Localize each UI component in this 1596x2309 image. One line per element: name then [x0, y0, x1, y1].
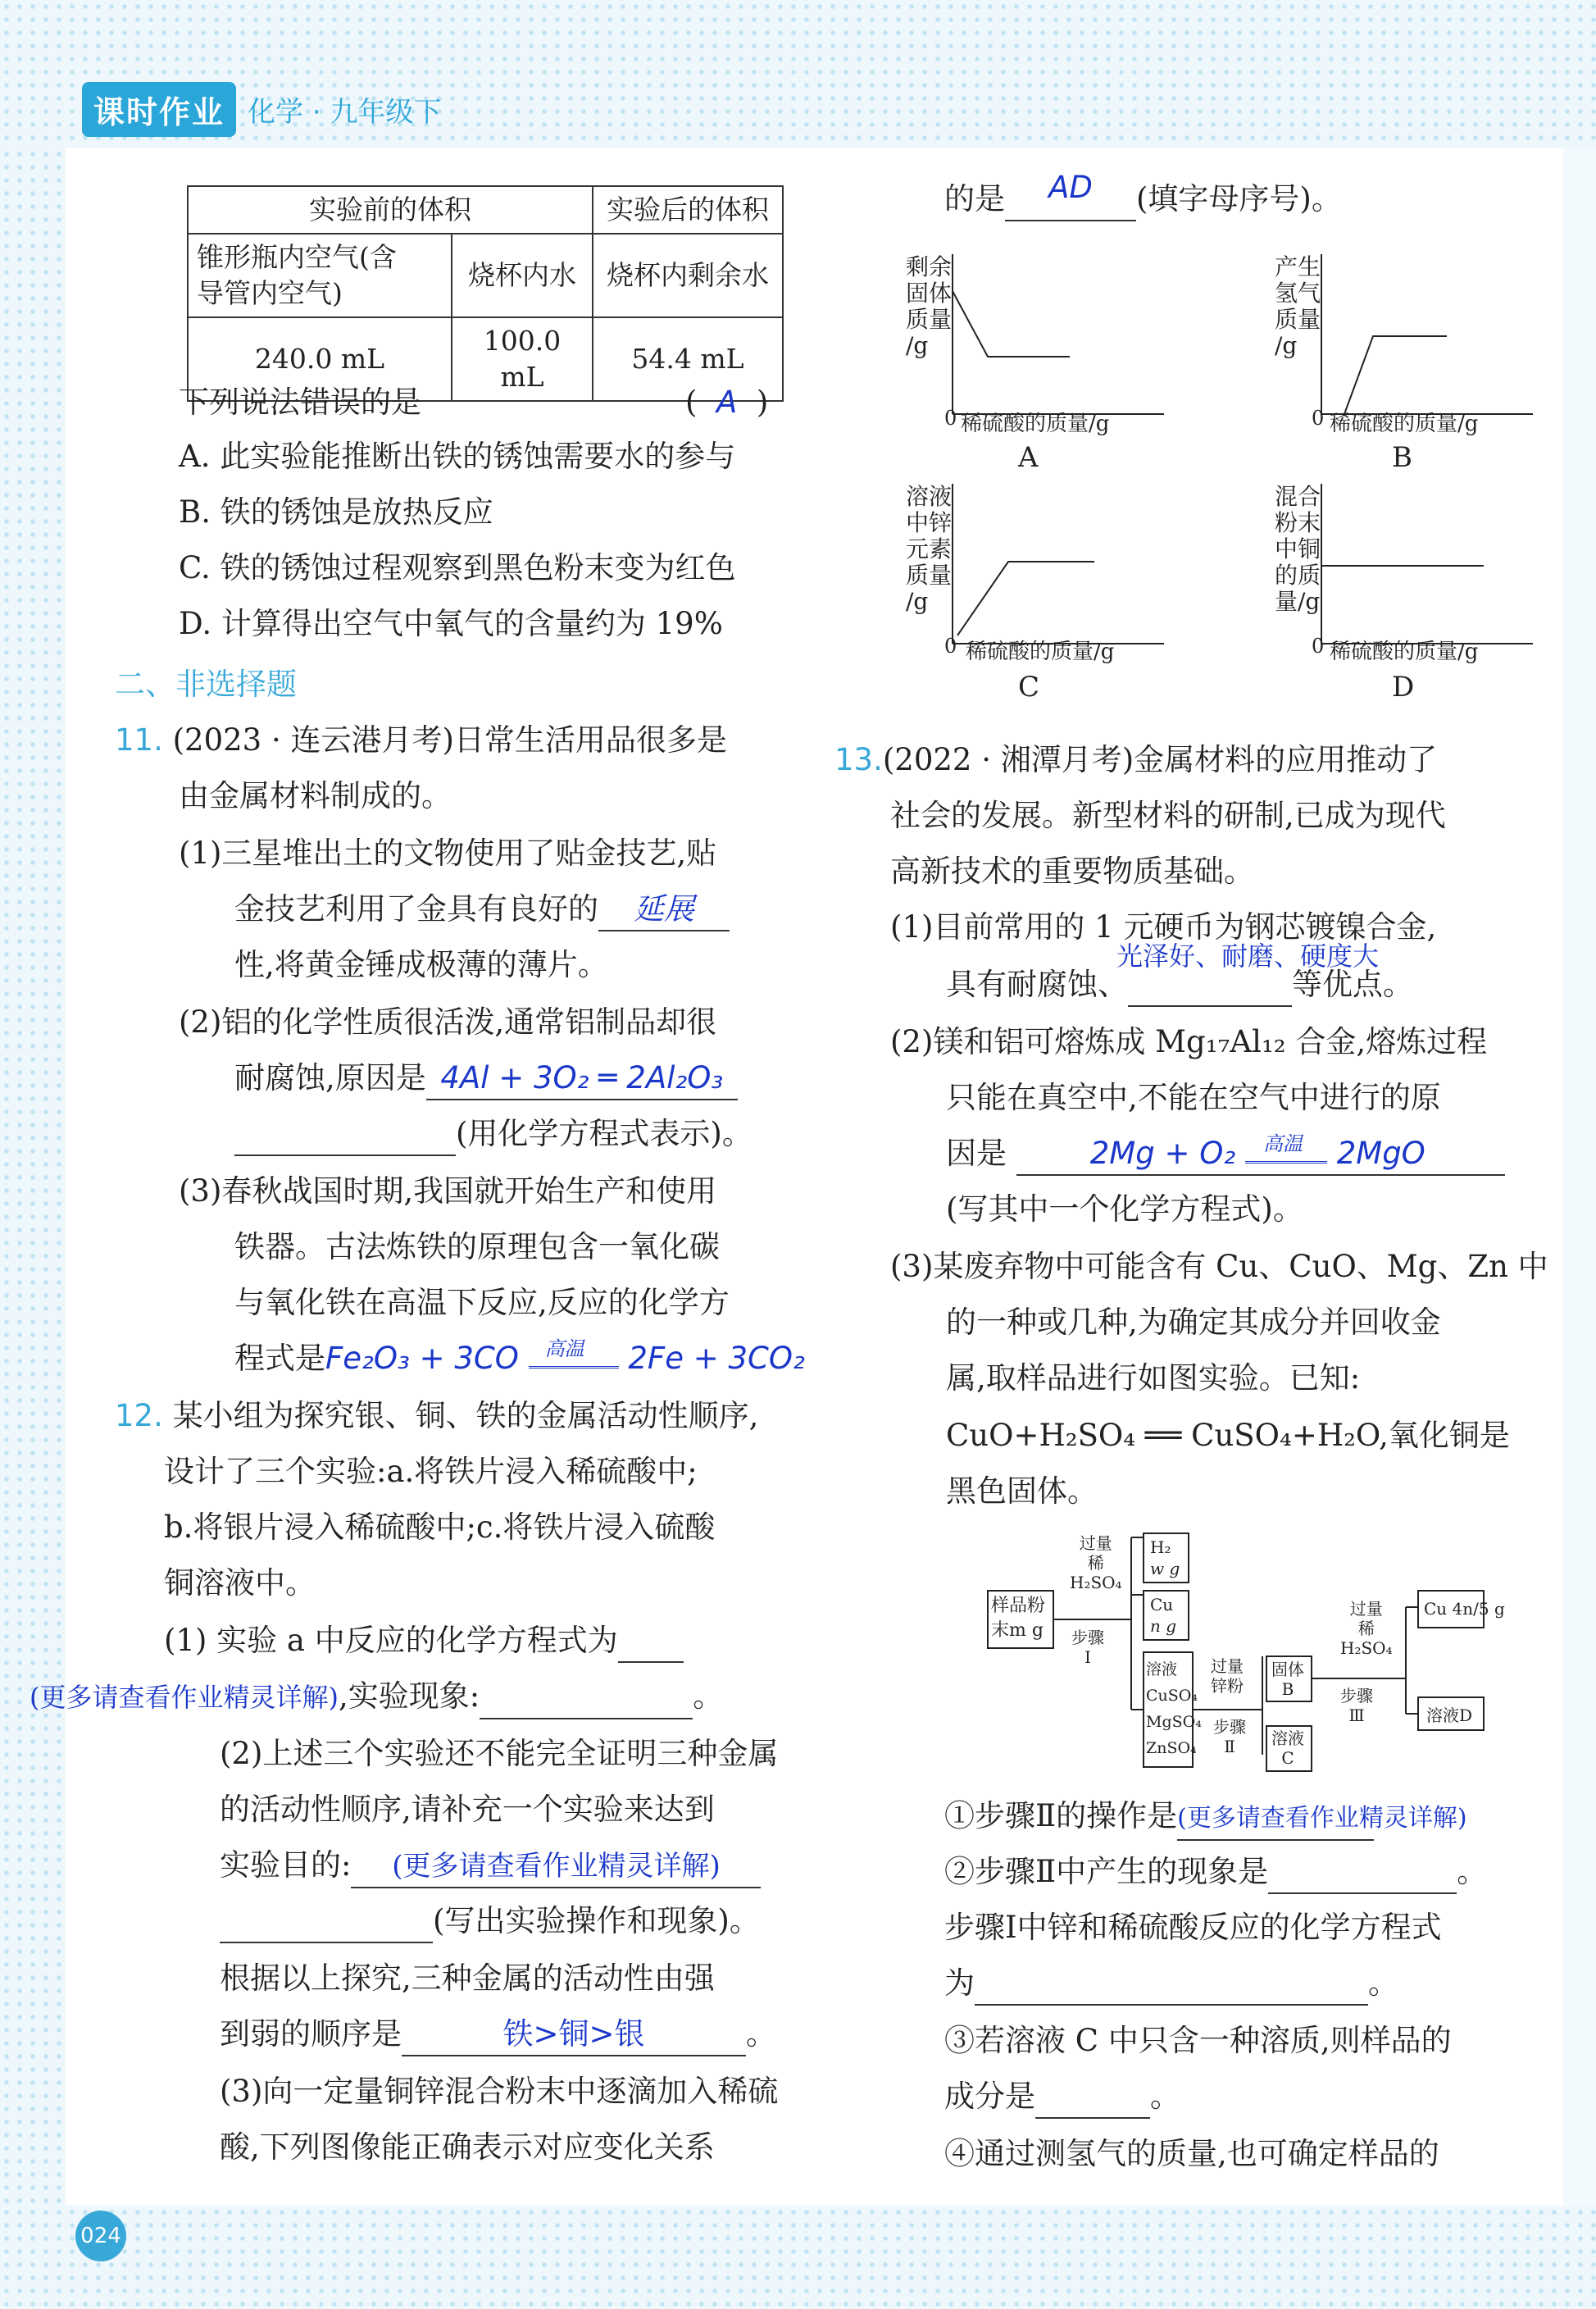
flow-sample: 样品粉 末m g — [991, 1596, 1046, 1641]
q12-line2: 设计了三个实验:a.将铁片浸入稀硫酸中; — [164, 1454, 698, 1489]
q11-p2-answer: 4Al + 3O₂ ═ 2Al₂O₃ — [440, 1060, 724, 1095]
table-head-after: 实验后的体积 — [593, 186, 783, 234]
graph-c-line — [957, 562, 1094, 635]
graph-a-label: A — [1018, 441, 1039, 474]
q13-p3e: 黑色固体。 — [946, 1473, 1098, 1509]
q13-line2: 社会的发展。新型材料的研制,已成为现代 — [890, 798, 1446, 833]
q13-p2b: 只能在真空中,不能在空气中进行的原 — [946, 1080, 1441, 1115]
q13-s2c: 为 。 — [944, 1963, 1398, 2006]
graph-a-xlabel: 稀硫酸的质量/g — [961, 412, 1110, 436]
q13-p1a: (1)目前常用的 1 元硬币为钢芯镀镍合金, — [890, 909, 1437, 945]
graph-c-origin: 0 — [944, 635, 957, 658]
graph-a-line — [953, 291, 1070, 357]
q12-p3-answer: AD — [1048, 170, 1093, 205]
header-subtitle: 化学 · 九年级下 — [248, 96, 442, 129]
q11-p3c: 与氧化铁在高温下反应,反应的化学方 — [234, 1285, 730, 1320]
table-cell-remaining: 烧杯内剩余水 — [593, 234, 783, 317]
q12-line3: b.将银片浸入稀硫酸中;c.将铁片浸入硫酸 — [164, 1510, 716, 1545]
flow-step2: 步骤 Ⅱ — [1213, 1717, 1246, 1756]
flow-cu: Cu n g — [1150, 1595, 1177, 1636]
q12-p2-answer2: 铁>铜>银 — [502, 2016, 645, 2052]
q10-option-c: C. 铁的锈蚀过程观察到黑色粉末变为红色 — [179, 550, 736, 585]
experiment-table — [187, 185, 784, 402]
q13-p2c: 因是 2Mg + O₂ 高温 2MgO — [946, 1133, 1505, 1176]
right-margin — [1563, 148, 1596, 2206]
q13-p2-answer: 2Mg + O₂ — [1089, 1136, 1236, 1171]
page-header — [82, 82, 441, 137]
q12-p2e: 根据以上探究,三种金属的活动性由强 — [220, 1961, 715, 1996]
q11-p1b: 金技艺利用了金具有良好的 延展 — [234, 889, 730, 931]
q12-p2-answer: (更多请查看作业精灵详解) — [392, 1850, 721, 1883]
flow-step1: 步骤 Ⅰ — [1071, 1628, 1104, 1667]
q12-p2d: (写出实验操作和现象)。 — [220, 1901, 760, 1943]
q11-line1: 11. (2023 · 连云港月考)日常生活用品很多是 — [115, 722, 727, 758]
q13-p2d: (写其中一个化学方程式)。 — [946, 1191, 1303, 1227]
q12-p1a: (1) 实验 a 中反应的化学方程式为 — [164, 1620, 684, 1663]
q12-line1: 12. 某小组为探究银、铜、铁的金属活动性顺序, — [115, 1398, 759, 1433]
q13-s2b: 步骤Ⅰ中锌和稀硫酸反应的化学方程式 — [944, 1910, 1442, 1945]
q11-p1c: 性,将黄金锤成极薄的薄片。 — [234, 947, 608, 982]
q11-p2c: (用化学方程式表示)。 — [234, 1114, 753, 1156]
q12-p2b: 的活动性顺序,请补充一个实验来达到 — [220, 1792, 715, 1827]
graph-a-origin: 0 — [944, 407, 957, 430]
footer-dot-band — [0, 2206, 1596, 2309]
q12-p3a: (3)向一定量铜锌混合粉末中逐滴加入稀硫 — [220, 2074, 779, 2109]
q13-p1-answer: 光泽好、耐磨、硬度大 — [1116, 940, 1380, 972]
q13-s1: ①步骤Ⅱ的操作是(更多请查看作业精灵详解) — [944, 1796, 1374, 1841]
flow-solid-b: 固体 B — [1271, 1660, 1304, 1699]
graph-b-line — [1344, 336, 1447, 414]
q12-p3b: 酸,下列图像能正确表示对应变化关系 — [220, 2129, 715, 2165]
flow-acid2: 过量 稀 H₂SO₄ — [1340, 1599, 1393, 1658]
brand-logo: 课时作业 — [82, 82, 236, 137]
q13-s1-answer: (更多请查看作业精灵详解) — [1177, 1804, 1467, 1833]
flow-step3: 步骤 Ⅲ — [1340, 1686, 1373, 1725]
q10-option-d: D. 计算得出空气中氧气的含量约为 19% — [179, 606, 723, 641]
q13-p3a: (3)某废弃物中可能含有 Cu、CuO、Mg、Zn 中 — [890, 1249, 1548, 1284]
q12-p2f: 到弱的顺序是 铁>铜>银 。 — [220, 2014, 776, 2056]
section-heading: 二、非选择题 — [115, 667, 297, 702]
flow-solution-d: 溶液D — [1426, 1706, 1473, 1725]
graph-d-origin: 0 — [1312, 635, 1325, 658]
flow-acid1: 过量 稀 H₂SO₄ — [1070, 1533, 1122, 1592]
graph-c-label: C — [1018, 671, 1040, 704]
q10-answer: A — [716, 385, 738, 420]
q11-p3b: 铁器。古法炼铁的原理包含一氧化碳 — [234, 1229, 720, 1264]
graph-b-label: B — [1392, 441, 1412, 474]
q13-line1: 13.(2022 · 湘潭月考)金属材料的应用推动了 — [834, 742, 1438, 777]
graph-a-ylabel: 剩余 固体 质量 /g — [906, 253, 953, 359]
flow-cu-final: Cu 4n/5 g — [1424, 1599, 1505, 1619]
table-value-air: 240.0 mL — [188, 317, 452, 401]
q13-p1b: 具有耐腐蚀、 等优点。 — [946, 964, 1413, 1007]
table-head-before: 实验前的体积 — [188, 186, 593, 234]
graph-d-ylabel: 混合 粉末 中铜 的质 量/g — [1275, 483, 1321, 615]
q11-p2a: (2)铝的化学性质很活泼,通常铝制品却很 — [179, 1004, 717, 1040]
q11-p3a: (3)春秋战国时期,我国就开始生产和使用 — [179, 1173, 717, 1209]
q10-option-a: A. 此实验能推断出铁的锈蚀需要水的参与 — [179, 439, 736, 474]
graph-c-ylabel: 溶液 中锌 元素 质量 /g — [906, 483, 953, 615]
q10-option-b: B. 铁的锈蚀是放热反应 — [179, 494, 493, 530]
q13-p3b: 的一种或几种,为确定其成分并回收金 — [946, 1305, 1441, 1340]
graph-b-origin: 0 — [1312, 407, 1325, 430]
q11-p1a: (1)三星堆出土的文物使用了贴金技艺,贴 — [179, 836, 717, 871]
graph-c-xlabel: 稀硫酸的质量/g — [966, 640, 1115, 664]
flow-solution: 溶液 CuSO₄ MgSO₄ ZnSO₄ — [1146, 1660, 1202, 1757]
q12-p2a: (2)上述三个实验还不能完全证明三种金属 — [220, 1736, 779, 1771]
process-flow-diagram — [980, 1525, 1553, 1788]
q13-p2a: (2)镁和铝可熔炼成 Mg₁₇Al₁₂ 合金,熔炼过程 — [890, 1024, 1488, 1059]
q12-p1-answer: (更多请查看作业精灵详解) — [30, 1682, 339, 1713]
left-dot-band — [0, 148, 66, 2309]
q11-p3d: 程式是Fe₂O₃ + 3CO 高温 2Fe + 3CO₂ — [234, 1337, 805, 1376]
graph-d-label: D — [1392, 671, 1415, 704]
q11-line2: 由金属材料制成的。 — [179, 778, 452, 813]
q13-line3: 高新技术的重要物质基础。 — [890, 854, 1254, 889]
table-value-remaining: 54.4 mL — [593, 317, 783, 401]
q11-p2b: 耐腐蚀,原因是 4Al + 3O₂ ═ 2Al₂O₃ — [234, 1058, 738, 1100]
q12-p1b: (更多请查看作业精灵详解),实验现象: 。 — [30, 1676, 723, 1719]
page-number: 024 — [75, 2211, 126, 2261]
q13-s2a: ②步骤Ⅱ中产生的现象是 。 — [944, 1851, 1487, 1894]
q10-stem: 下列说法错误的是 — [179, 385, 421, 420]
q12-line4: 铜溶液中。 — [164, 1565, 316, 1601]
q13-s3b: 成分是 。 — [944, 2076, 1180, 2119]
q12-p3c: 的是 AD (填字母序号)。 — [944, 179, 1342, 221]
table-cell-air: 锥形瓶内空气(含 导管内空气) — [188, 234, 452, 317]
q13-s4a: ④通过测氢气的质量,也可确定样品的 — [944, 2136, 1439, 2171]
flow-zinc: 过量 锌粉 — [1211, 1656, 1244, 1696]
flow-solution-c: 溶液 C — [1271, 1728, 1304, 1768]
graph-b-ylabel: 产生 氢气 质量 /g — [1275, 253, 1321, 359]
q10-answer-bracket: ( A ) — [685, 385, 769, 420]
q13-p3c: 属,取样品进行如图实验。已知: — [946, 1360, 1361, 1396]
table-value-water: 100.0 mL — [452, 317, 593, 401]
q11-p3-answer: Fe₂O₃ + 3CO — [325, 1341, 519, 1376]
q11-p1-answer: 延展 — [634, 891, 694, 927]
graph-d-xlabel: 稀硫酸的质量/g — [1330, 640, 1479, 664]
table-cell-water: 烧杯内水 — [452, 234, 593, 317]
graph-b-xlabel: 稀硫酸的质量/g — [1330, 412, 1479, 436]
q13-s3a: ③若溶液 C 中只含一种溶质,则样品的 — [944, 2023, 1452, 2058]
q13-p3d: CuO+H₂SO₄ ══ CuSO₄+H₂O,氧化铜是 — [946, 1418, 1510, 1453]
flow-h2: H₂ w g — [1150, 1537, 1180, 1578]
q12-p2c: 实验目的: (更多请查看作业精灵详解) — [220, 1845, 761, 1888]
